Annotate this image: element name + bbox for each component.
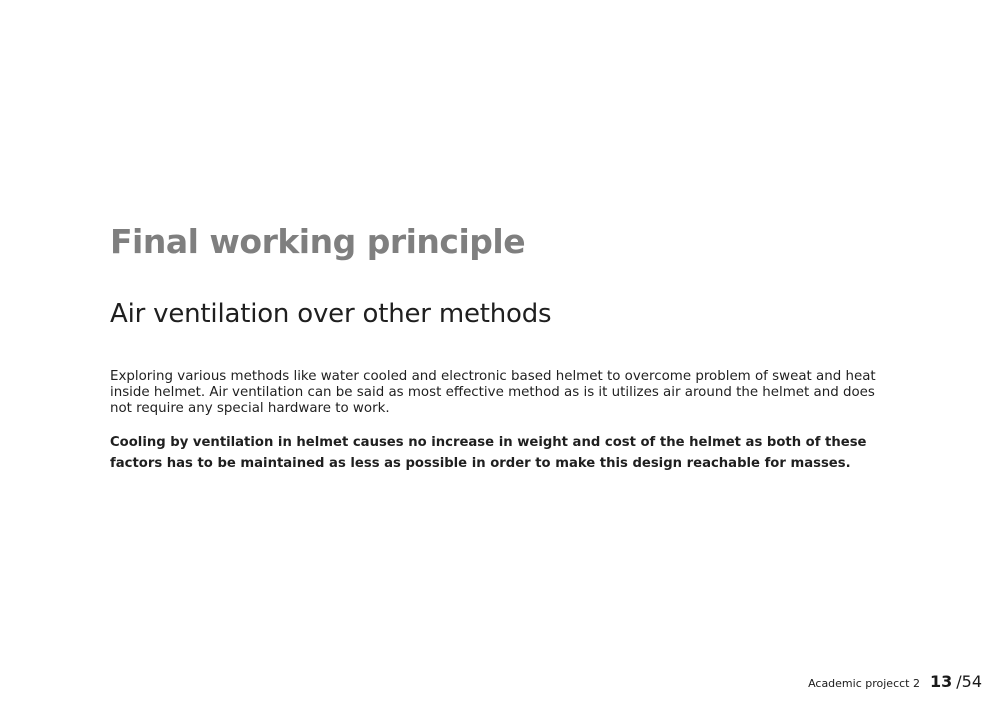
slide-title: Final working principle [110, 222, 526, 261]
body-paragraph: Exploring various methods like water cooled and electronic based helmet to overcome problem of sweat and heat inside helmet. Air ventilation can be said as most effective method as is it utilizes air around the helmet and does not require any special hardware to work. [110, 369, 876, 417]
slide-subtitle: Air ventilation over other methods [110, 299, 552, 329]
page-number-total: /54 [956, 672, 982, 691]
body-paragraph-bold: Cooling by ventilation in helmet causes no increase in weight and cost of the helmet as both of these factors has to be maintained as less as possible in order to make this design reachable for masses. [110, 435, 867, 471]
page-number-current: 13 [929, 672, 953, 691]
page-footer [808, 672, 982, 691]
footer-label: Academic projecct 2 [808, 677, 920, 690]
